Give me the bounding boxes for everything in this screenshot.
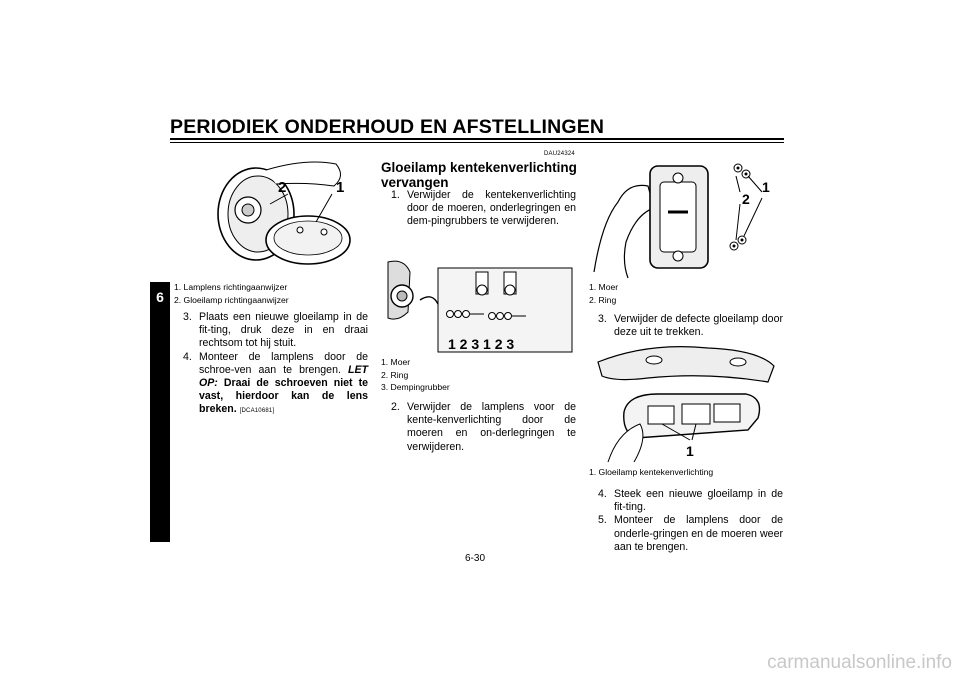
step-number: 2.	[391, 401, 400, 413]
step-item	[598, 514, 783, 554]
step-text: Verwijder de kentekenverlichting door de moeren, onderlegringen en dem-pingrubbers te verwijderen.	[407, 189, 576, 228]
callout-1: 1	[336, 179, 345, 196]
header-rule	[170, 138, 784, 140]
middle-step-2	[391, 401, 576, 454]
callouts-1-2-3: 1 2 3 1 2 3	[448, 336, 515, 352]
caption-line: 3. Dempingrubber	[381, 382, 450, 393]
step-number: 4.	[598, 488, 607, 500]
step-number: 3.	[598, 313, 607, 325]
callout-1: 1	[762, 179, 770, 195]
chapter-tab: 6	[150, 282, 170, 542]
caption-line: 2. Gloeilamp richtingaanwijzer	[174, 294, 289, 305]
step-item	[183, 311, 368, 351]
step-item	[183, 351, 368, 419]
notice-label: LET OP:	[199, 363, 368, 390]
caption-line: 2. Ring	[589, 294, 617, 305]
step-text: Monteer de lamplens door de schroe-ven aan te brengen.	[199, 350, 368, 376]
section-heading: Gloeilamp kentekenverlichting vervangen	[381, 160, 577, 190]
caption-line: 1. Gloeilamp kentekenverlichting	[589, 467, 714, 477]
step-item	[391, 401, 576, 454]
step-number: 5.	[598, 514, 607, 527]
figure-caption	[589, 281, 779, 306]
step-item	[598, 313, 783, 339]
figure-caption	[381, 356, 571, 394]
lens-removal-illustration	[588, 152, 784, 280]
caption-line: 1. Moer	[381, 357, 411, 367]
license-light-illustration	[380, 232, 576, 354]
notice-code: [DCA10681]	[239, 408, 275, 415]
page-title: PERIODIEK ONDERHOUD EN AFSTELLINGEN	[170, 116, 605, 138]
step-number: 1.	[391, 189, 400, 201]
section-code: DAU24324	[544, 151, 575, 157]
step-text-block	[199, 351, 368, 419]
turn-signal-illustration	[196, 152, 366, 278]
watermark: carmanualsonline.info	[767, 652, 952, 673]
step-text: Plaats een nieuwe gloeilamp in de fit-ting, druk deze in en draai rechtsom tot hij stuit.	[199, 311, 368, 350]
step-number: 3.	[183, 311, 192, 323]
caption-line: 2. Ring	[381, 369, 409, 380]
callout-2: 2	[742, 191, 750, 207]
callout-1: 1	[686, 443, 694, 459]
step-text: Steek een nieuwe gloeilamp in de fit-ting.	[614, 488, 783, 514]
left-steps	[183, 311, 368, 419]
notice-text: Draai de schroeven niet te vast, hierdoor kan de lens breken.	[199, 377, 368, 416]
page-number: 6-30	[465, 553, 486, 564]
bulb-removal-illustration	[588, 342, 784, 464]
step-text: Monteer de lamplens door de onderle-gringen en de moeren weer aan te brengen.	[614, 514, 783, 553]
step-number: 4.	[183, 350, 192, 363]
step-item	[598, 488, 783, 514]
right-step-3	[598, 313, 783, 339]
header-rule-thin	[170, 142, 784, 143]
step-item	[391, 189, 576, 229]
step-text: Verwijder de defecte gloeilamp door deze uit te trekken.	[614, 313, 783, 339]
caption-line: 1. Moer	[589, 282, 619, 292]
figure-caption	[589, 466, 779, 479]
right-steps	[598, 488, 783, 554]
callout-2: 2	[278, 179, 287, 196]
caption-line: 1. Lamplens richtingaanwijzer	[174, 282, 288, 292]
figure-caption	[174, 281, 364, 306]
middle-step-1	[391, 189, 576, 229]
step-text: Verwijder de lamplens voor de kente-kenverlichting door de moeren en on-derlegringen te verwijderen.	[407, 401, 576, 453]
